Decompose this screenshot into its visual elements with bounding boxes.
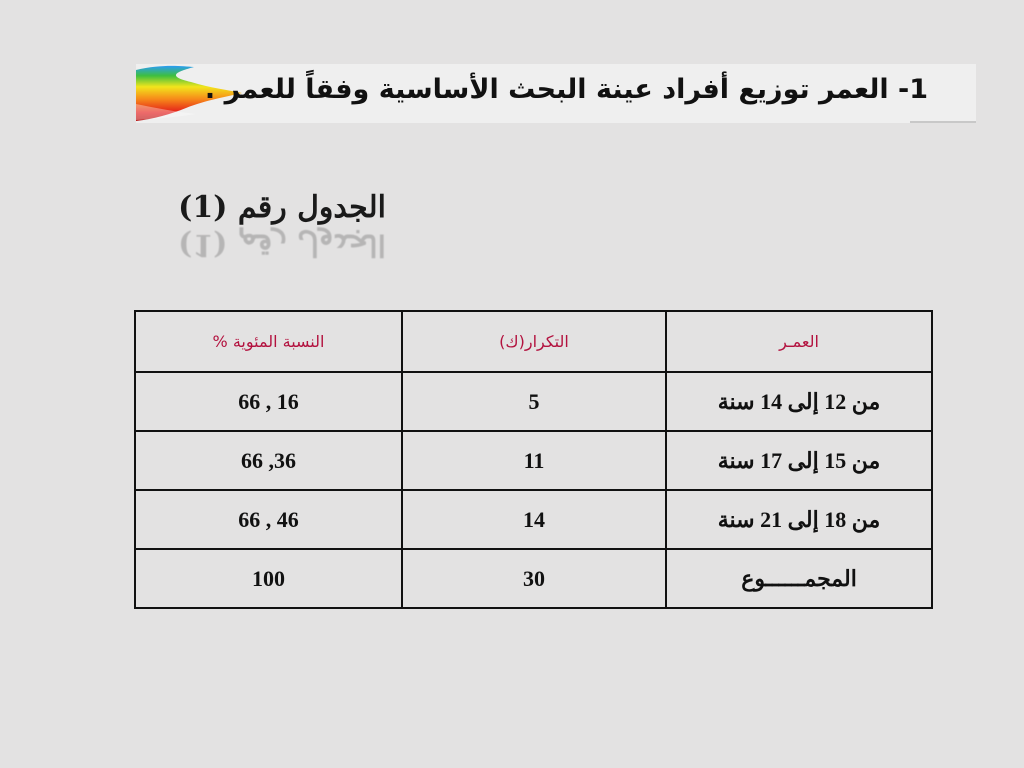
cell-age: من 15 إلى 17 سنة (666, 431, 932, 490)
table-row (135, 490, 932, 549)
cell-total-label: المجمــــــوع (666, 549, 932, 608)
cell-frequency: 5 (402, 372, 666, 431)
table-header-row (135, 311, 932, 372)
header-frequency: التكرار(ك) (402, 311, 666, 372)
cell-frequency: 14 (402, 490, 666, 549)
slide-title-bar (136, 64, 976, 123)
cell-age: من 12 إلى 14 سنة (666, 372, 932, 431)
header-age: العمـر (666, 311, 932, 372)
table-caption-reflection: الجدول رقم (1) (178, 227, 386, 262)
cell-age: من 18 إلى 21 سنة (666, 490, 932, 549)
table-row (135, 431, 932, 490)
table-total-row (135, 549, 932, 608)
cell-total-percentage: 100 (135, 549, 402, 608)
cell-total-frequency: 30 (402, 549, 666, 608)
header-percentage: النسبة المئوية % (135, 311, 402, 372)
slide-title: 1- العمر توزيع أفراد عينة البحث الأساسية وفقاً للعمر . (204, 74, 928, 105)
cell-frequency: 11 (402, 431, 666, 490)
cell-percentage: 16 , 66 (135, 372, 402, 431)
cell-percentage: 36, 66 (135, 431, 402, 490)
cell-percentage: 46 , 66 (135, 490, 402, 549)
table-caption: الجدول رقم (1) (178, 190, 386, 225)
table-row (135, 372, 932, 431)
age-distribution-table (134, 310, 933, 609)
